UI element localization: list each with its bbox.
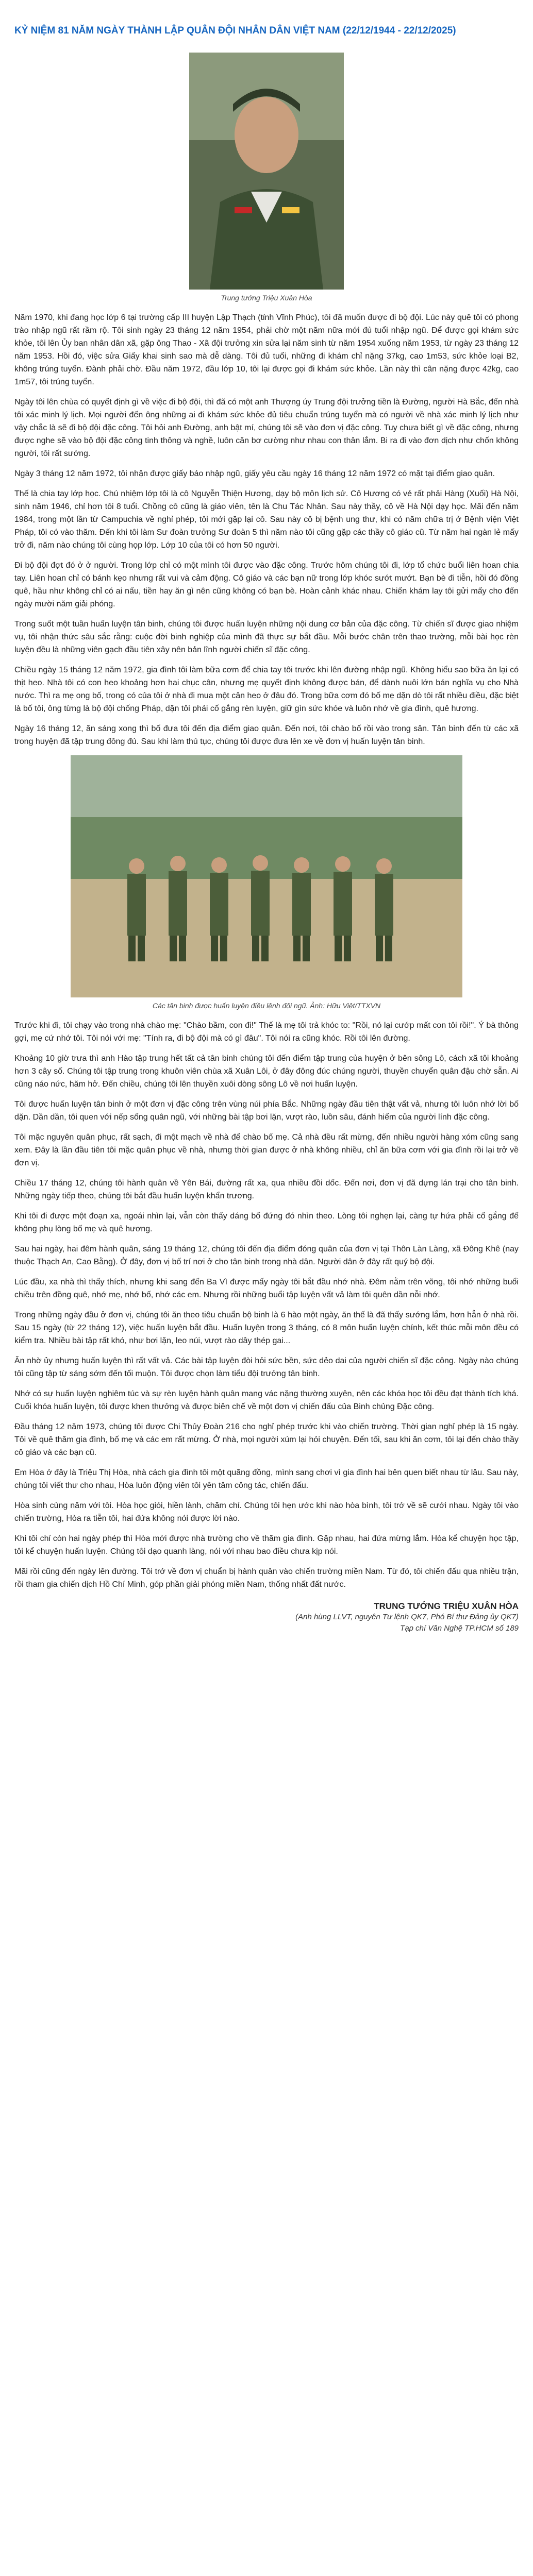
paragraph: Ngày tôi lên chùa có quyết định gì về việc đi bộ đội, thì đã có một anh Thượng úy Trung đội trưởng tiền là Đường, người Hà Bắc, đến nhà tôi xác minh lý lịch. Mọi người đến ông những ai đi khám sức khỏe đủ tiêu chuẩn trúng tuyển mà có người về nhà xác minh lý lịch như vậy chắc là sẽ đi bộ đội đặc công. Tôi hỏi anh Đường, anh bật mí, chúng tôi sẽ vào đơn vị đặc công. Tuy chưa biết gì về đặc công, nhưng được nghe sẽ vào bộ đội đặc công tinh thông và nghề, luôn căn bơ cường như nhau con thân lắm. Bi ra đi vào đơn dịch như chốn không người, tôi rất sướng. bbox=[14, 398, 519, 458]
paragraph: Đầu tháng 12 năm 1973, chúng tôi được Chi Thủy Đoàn 216 cho nghỉ phép trước khi vào chiến trường. Thời gian nghỉ phép là 15 ngày. Tôi về quê thăm gia đình, bố mẹ và các em rất mừng. Ở nhà, mọi người xúm lại hỏi chuyện. Đến tối, sau khi ăn cơm, tôi lại đến chào thầy cô giáo và các bạn cũ. bbox=[14, 1422, 519, 1457]
portrait-illustration bbox=[189, 53, 344, 290]
paragraph: Ăn nhờ ủy nhưng huấn luyện thì rất vất vả. Các bài tập luyện đòi hỏi sức bền, sức dẻo dai của người chiến sĩ đặc công. Ngày nào chúng tôi cũng tập từ sáng sớm đến tối muộn. Tôi được chọn làm tiểu đội trưởng tân binh. bbox=[14, 1357, 519, 1378]
author-title: (Anh hùng LLVT, nguyên Tư lệnh QK7, Phó Bí thư Đảng ủy QK7) bbox=[295, 1613, 519, 1621]
paragraph: Chiều ngày 15 tháng 12 năm 1972, gia đình tôi làm bữa cơm để chia tay tôi trước khi lên đường nhập ngũ. Không hiểu sao bữa ăn lại có thịt heo. Nhà tôi có con heo khoảng hơn hai chục cân, nhưng mẹ quyết định không được bán, để dành nuôi lớn bán nghĩa vụ cho Nhà nước. Thì ra mẹ ong bố, trong có của tôi ở nhà đi mua một cân heo ở đâu đó. Trong bữa cơm đó bố mẹ dặn dò tôi rất nhiều điều, đặc biệt là bố tôi, ông từng là bộ đội chống Pháp, dặn tôi phải cố gắng rèn luyện, giữ gìn sức khỏe và luôn nhớ về gia đình, quê hương. bbox=[14, 666, 519, 713]
training-illustration bbox=[71, 755, 462, 997]
author-name: TRUNG TƯỚNG TRIỆU XUÂN HÒA bbox=[374, 1601, 519, 1611]
portrait-photo bbox=[189, 53, 344, 290]
author-signature bbox=[14, 1601, 519, 1634]
training-photo bbox=[71, 755, 462, 997]
figure-training bbox=[14, 755, 519, 1010]
paragraph: Sau hai ngày, hai đêm hành quân, sáng 19 tháng 12, chúng tôi đến địa điểm đóng quân của đơn vị tại Thôn Làn Làng, xã Đông Khê (nay thuộc Thạch An, Cao Bằng). Ở đây, đơn vị bố trí nơi ở cho tân binh trong nhà dân. Người dân ở đây rất quý bộ đội. bbox=[14, 1245, 519, 1266]
paragraph: Tôi được huấn luyện tân binh ở một đơn vị đặc công trên vùng núi phía Bắc. Những ngày đầu tiên thật vất vả, nhưng tôi luôn nhớ lời bố dặn. Dần dần, tôi quen với nếp sống quân ngũ, với những bài tập bơi lặn, vượt rào, luồn sâu, đánh hiểm của người lính đặc công. bbox=[14, 1100, 519, 1122]
article-body-part-1 bbox=[14, 311, 519, 748]
paragraph: Thế là chia tay lớp học. Chú nhiệm lớp tôi là cô Nguyễn Thiện Hương, dạy bộ môn lịch sử. Cô Hương có vẻ rất phải Hàng (Xuối) Hà Nội, sinh năm 1946, chỉ hơn tôi 8 tuổi. Chồng cô cũng là giáo viên, tên là Chu Tác Nhân. Sau này thầy, cô về Hà Nội dạy học. Mãi đến năm 1984, trong một lần từ Campuchia về nghỉ phép, tôi mới gặp lại cô. Sau này cô bị bệnh ung thư, khi có năm chữa trị ở Bệnh viện Việt Pháp, tôi có vào thăm. Đến khi tôi làm Sư đoàn trưởng Sư đoàn 5 thì năm nào tôi cũng gặp các thầy cô giáo cũ. Từ năm hai ngàn lẻ mấy trở đi, năm nào chúng tôi cùng họp lớp. Lớp 10 của tôi có hơn 50 người. bbox=[14, 489, 519, 550]
source-note: Tạp chí Văn Nghệ TP.HCM số 189 bbox=[400, 1624, 519, 1633]
paragraph: Trong suốt một tuần huấn luyện tân binh, chúng tôi được huấn luyện những nội dung cơ bản của đặc công. Từ chiến sĩ được giao nhiệm vụ, tôi nhận thức sâu sắc rằng: cuộc đời binh nghiệp của mình đã thực sự bắt đầu. Mỗi bước chân trên thao trường, mỗi bài học rèn luyện đều là những viên gạch đầu tiên xây nên bản lĩnh người chiến sĩ đặc công. bbox=[14, 620, 519, 654]
paragraph: Năm 1970, khi đang học lớp 6 tại trường cấp III huyện Lập Thạch (tỉnh Vĩnh Phúc), tôi đã muốn được đi bộ đội. Lúc này quê tôi có phong trào nhập ngũ rất rầm rộ. Tôi sinh ngày 23 tháng 12 năm 1954, phải chờ một năm nữa mới đủ tuổi nhập ngũ. Để được gọi khám sức khỏe, tôi lên Ủy ban nhân dân xã, gặp ông Thao - Xã đội trưởng xin sửa lại năm sinh từ năm 1954 xuống năm 1953, từ ngày 23 tháng 12 năm 1953. Hồi đó, việc sửa Giấy khai sinh sao mà dễ dàng. Tôi đủ tuổi, những đi khám chỉ nặng 37kg, cao 1m53, sức khỏe loại B2, không trúng tuyển. Đành phải chờ. Đầu năm 1972, đầu lớp 10, tôi lại được gọi đi khám sức khỏe. Lần này thì cân nặng được 42kg, cao 1m57, tôi trúng tuyển. bbox=[14, 313, 519, 386]
portrait-caption: Trung tướng Triệu Xuân Hòa bbox=[221, 294, 312, 302]
paragraph: Khi tôi chỉ còn hai ngày phép thì Hòa mới được nhà trường cho về thăm gia đình. Gặp nhau, hai đứa mừng lắm. Hòa kể chuyện học tập, tôi kể chuyện huấn luyện. Chúng tôi dạo quanh làng, nói với nhau bao điều chưa kịp nói. bbox=[14, 1534, 519, 1556]
paragraph: Khi tôi đi được một đoạn xa, ngoái nhìn lại, vẫn còn thấy dáng bố đứng đó nhìn theo. Lòng tôi nghẹn lại, càng tự hứa phải cố gắng để không phụ lòng bố mẹ và quê hương. bbox=[14, 1212, 519, 1233]
paragraph: Ngày 16 tháng 12, ăn sáng xong thì bố đưa tôi đến địa điểm giao quân. Đến nơi, tôi chào bố rồi vào trong sân. Tân binh đến từ các xã trong huyện đã tập trung đông đủ. Sau khi làm thủ tục, chúng tôi được đưa lên xe về đơn vị huấn luyện tân binh. bbox=[14, 724, 519, 746]
paragraph: Lúc đầu, xa nhà thì thấy thích, nhưng khi sang đến Ba Vì được mấy ngày tôi bắt đầu nhớ nhà. Đêm nằm trên võng, tôi nhớ những buổi chiều trên đồng quê, nhớ mẹ, nhớ bố, nhớ các em. Nhưng rồi những buổi tập luyện vất vả làm tôi quên dần nỗi nhớ. bbox=[14, 1278, 519, 1299]
paragraph: Trước khi đi, tôi chạy vào trong nhà chào mẹ: "Chào bầm, con đi!" Thế là mẹ tôi trả khóc to: "Rồi, nó lại cướp mất con tôi rồi!". Ý bà thông gợi, mẹ cứ nhớ tôi. Tôi nói với mẹ: "Tính ra, đi bộ đội mà có gì đâu". Tôi nói ra cũng khóc. Rồi tôi lên đường. bbox=[14, 1021, 519, 1043]
page-title[interactable]: KỶ NIỆM 81 NĂM NGÀY THÀNH LẬP QUÂN ĐỘI NHÂN DÂN VIỆT NAM (22/12/1944 - 22/12/2025) bbox=[14, 25, 456, 36]
figure-portrait bbox=[14, 53, 519, 302]
paragraph: Đi bộ đội đợt đó ở ở người. Trong lớp chỉ có một mình tôi được vào đặc công. Trước hôm chúng tôi đi, lớp tổ chức buổi liên hoan chia tay. Liên hoan chỉ có bánh kẹo nhưng rất vui và cảm động. Cô giáo và các bạn nữ trong lớp khóc sướt mướt. Bạn bè đi tiễn, hồi đó đồng quê, hầu như không chỉ có ai nấu, tiền hay ăn gì nên cũng không có bạn bè. Hoàn cảnh khác nhau. Chiến khám lay tôi gửi mấy cho đến ngày mười năm giải phóng. bbox=[14, 561, 519, 608]
training-caption: Các tân binh được huấn luyện điều lệnh đội ngũ. Ảnh: Hữu Việt/TTXVN bbox=[152, 1002, 381, 1010]
paragraph: Ngày 3 tháng 12 năm 1972, tôi nhận được giấy báo nhập ngũ, giấy yêu cầu ngày 16 tháng 12 năm 1972 có mặt tại điểm giao quân. bbox=[14, 469, 495, 478]
paragraph: Nhớ có sự huấn luyện nghiêm túc và sự rèn luyện hành quân mang vác nặng thường xuyên, nên các khóa học tôi đều đạt thành tích khá. Cuối khóa huấn luyện, tôi được khen thưởng và được biên chế về một đơn vị chiến đấu của Binh chủng Đặc công. bbox=[14, 1389, 519, 1411]
paragraph: Em Hòa ở đây là Triệu Thị Hòa, nhà cách gia đình tôi một quãng đồng, mình sang chơi vì gia đình hai bên quen biết nhau từ lâu. Sau này, chúng tôi viết thư cho nhau, Hòa luôn động viên tôi yên tâm công tác, chiến đấu. bbox=[14, 1468, 519, 1490]
paragraph: Mãi rồi cũng đến ngày lên đường. Tôi trở về đơn vị chuẩn bị hành quân vào chiến trường miền Nam. Từ đó, tôi chiến đấu qua nhiều trận, rồi tham gia chiến dịch Hồ Chí Minh, góp phần giải phóng miền Nam, thống nhất đất nước. bbox=[14, 1567, 519, 1589]
paragraph: Khoảng 10 giờ trưa thì anh Hào tập trung hết tất cả tân binh chúng tôi đến điểm tập trung của huyện ở bên sông Lô, cách xã tôi khoảng hơn 3 cây số. Chúng tôi tập trung trong khuôn viên chùa xã Xuân Lôi, ở đây đông đúc chúng người, thuyền chuyển quân đậu chờ sẵn. Ai cũng náo nức, hăm hở. Đến chiều, chúng tôi lên thuyền xuôi dòng sông Lô về nơi huấn luyện. bbox=[14, 1054, 519, 1089]
paragraph: Trong những ngày đầu ở đơn vị, chúng tôi ăn theo tiêu chuẩn bộ binh là 6 hào một ngày, ăn thế là đã thấy sướng lắm, hơn hẳn ở nhà rồi. Sau 15 ngày (từ 22 tháng 12), việc huấn luyện bắt đầu. Huấn luyện trong 3 tháng, có 8 môn huấn luyện chính, kết thúc mỗi môn đều có kiểm tra. Nhiều bài tập rất khó, như bơi lặn, leo núi, vượt rào dây thép gai... bbox=[14, 1311, 519, 1345]
article-body-part-2 bbox=[14, 1019, 519, 1591]
paragraph: Chiều 17 tháng 12, chúng tôi hành quân về Yên Bái, đường rất xa, qua nhiều đồi dốc. Đến nơi, đơn vị đã dựng lán trại cho tân binh. Những ngày tiếp theo, chúng tôi bắt đầu huấn luyện khẩn trương. bbox=[14, 1179, 519, 1200]
paragraph: Tôi mặc nguyên quân phục, rất sạch, đi một mạch về nhà để chào bố mẹ. Cả nhà đều rất mừng, đến nhiều người hàng xóm cũng sang xem. Đây là lần đầu tiên tôi mặc quân phục về nhà, nhưng thời gian được ở nhà không nhiều, chỉ ăn bữa cơm với gia đình rồi lại trở về đơn vị. bbox=[14, 1133, 519, 1167]
article bbox=[14, 25, 519, 1634]
paragraph: Hòa sinh cùng năm với tôi. Hòa học giỏi, hiền lành, chăm chỉ. Chúng tôi hẹn ước khi nào hòa bình, tôi trở về sẽ cưới nhau. Ngày tôi vào chiến trường, Hòa ra tiễn tôi, hai đứa không nói được lời nào. bbox=[14, 1501, 519, 1523]
